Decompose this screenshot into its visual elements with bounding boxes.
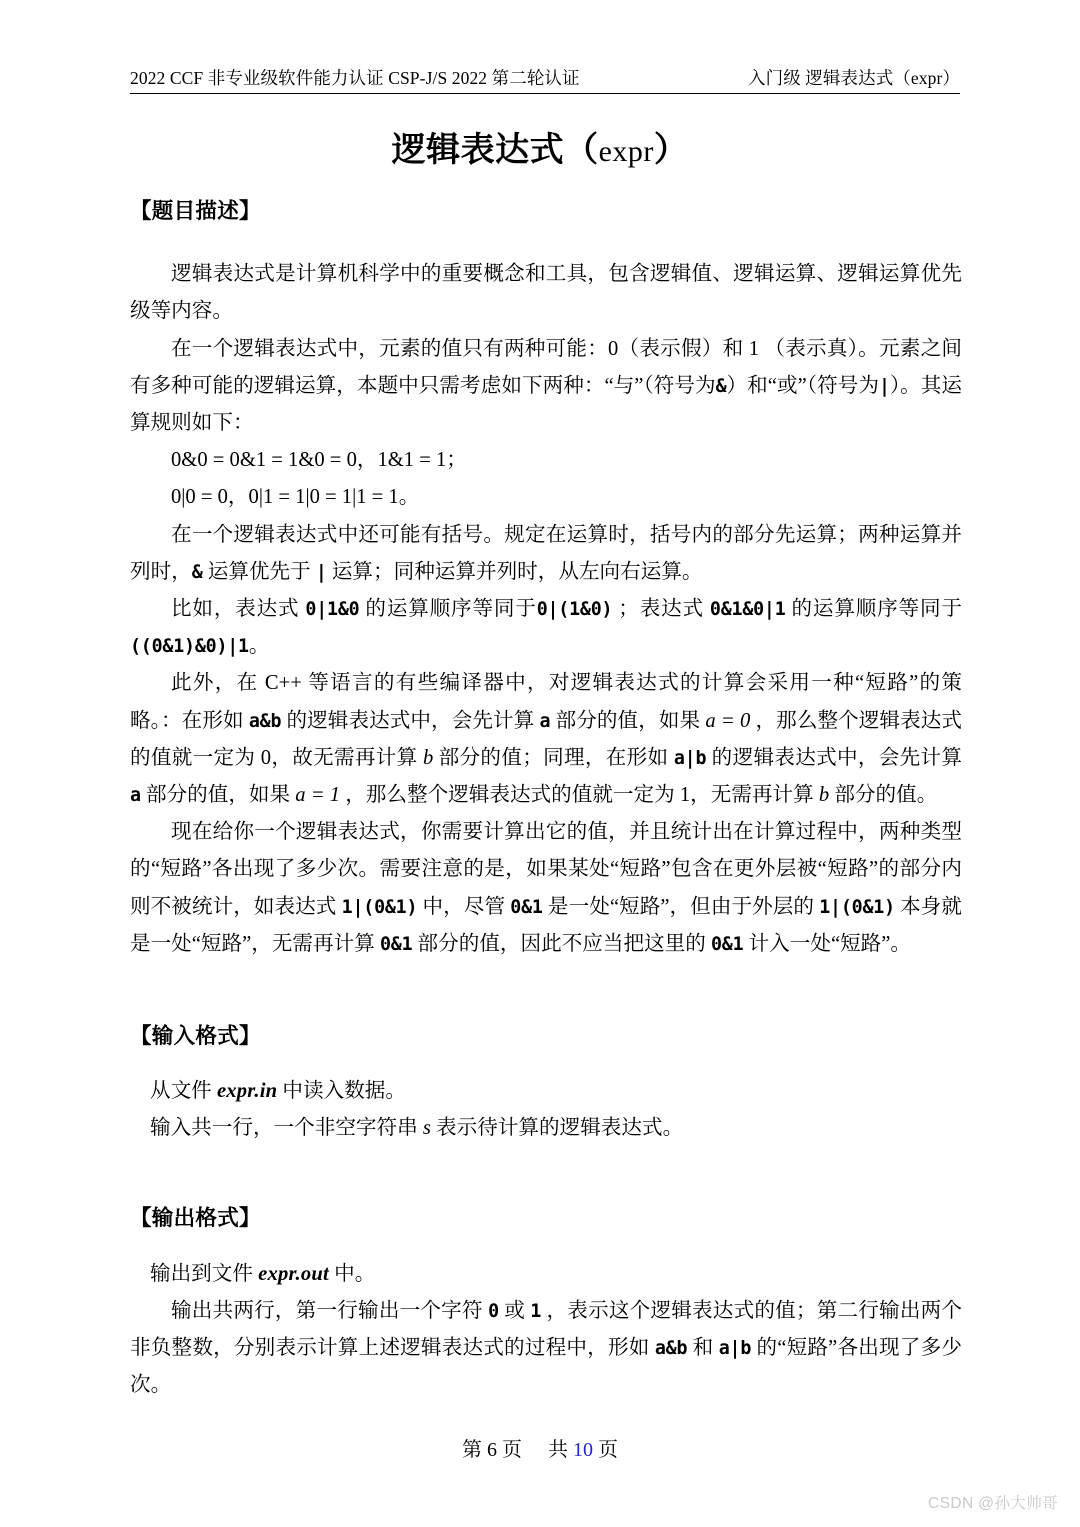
output-l1-text-b: 中。 — [328, 1262, 376, 1285]
formula-or-text: 0|0 = 0，0|1 = 1|0 = 1|1 = 1。 — [171, 486, 420, 509]
desc-p3-amp-operator: & — [191, 561, 203, 583]
desc-p4-text-a: 比如，表达式 — [171, 597, 306, 620]
desc-p5-zero: 0 — [260, 746, 272, 769]
description-paragraph-1: 逻辑表达式是计算机科学中的重要概念和工具，包含逻辑值、逻辑运算、逻辑运算优先级等内容。 — [130, 263, 962, 323]
output-line-1 — [130, 1256, 962, 1293]
desc-p2-one: 1 — [748, 337, 760, 360]
desc-p6-text-e: 部分的值，因此不应当把这里的 — [412, 932, 711, 955]
input-line-1 — [130, 1073, 962, 1110]
output-l1-text-a: 输出到文件 — [150, 1262, 259, 1285]
desc-p5-one: 1 — [679, 783, 691, 806]
desc-p2-text-e: ）。其运算规则如下： — [130, 374, 963, 434]
output-file-name: expr.out — [258, 1262, 329, 1285]
footer-total-pages: 10 — [573, 1439, 593, 1461]
desc-p5-text-k: 部分的值。 — [829, 783, 938, 806]
input-line-2 — [130, 1110, 962, 1147]
desc-p5-math-a-equals-1: a = 1 — [295, 783, 341, 806]
desc-p4-text-c: ；表达式 — [612, 597, 710, 620]
footer-page-number: 6 — [487, 1439, 497, 1461]
desc-p2-text-b: （表示假）和 — [618, 337, 749, 360]
desc-p2-pipe-operator: | — [878, 375, 890, 397]
desc-p5-operand-a2: a — [130, 784, 141, 806]
page-footer — [0, 1437, 1080, 1463]
spacer — [130, 963, 962, 1021]
description-paragraph-5 — [130, 665, 962, 814]
desc-p3-text-b: 运算优先于 — [202, 560, 316, 583]
output-l2-text-c: ，表示这个逻辑表达式的值；第二行输出两个非负整数，分别表示计算上述逻辑表达式的过程中，形如 — [130, 1299, 962, 1359]
desc-p5-text-a: 此外，在 C++ 等语言的有些编译器中，对逻辑表达式的计算会采用一种“短路”的策略。：在形如 — [130, 672, 962, 732]
desc-p2-text-a: 在一个逻辑表达式中，元素的值只有两种可能： — [171, 337, 609, 360]
desc-p5-text-f: 部分的值；同理，在形如 — [433, 746, 674, 769]
desc-p4-expr-2: 0|(1&0) — [536, 598, 613, 620]
desc-p6-text-c: 是一处“短路”，但由于外层的 — [542, 895, 820, 918]
description-paragraph-4 — [130, 591, 962, 665]
footer-page-prefix: 第 — [462, 1439, 482, 1461]
description-paragraph-2 — [130, 331, 962, 443]
output-line-2 — [130, 1293, 962, 1405]
operation-rule-and — [130, 442, 962, 479]
document-body — [130, 196, 962, 1404]
page-title-paren-open: （ — [564, 132, 599, 169]
desc-p5-var-b-1: b — [422, 746, 434, 769]
desc-p4-text-e: 。 — [248, 635, 270, 658]
desc-p4-expr-1: 0|1&0 — [305, 598, 360, 620]
desc-p5-operand-a1: a — [539, 710, 551, 732]
desc-p2-zero: 0 — [608, 337, 619, 360]
spacer — [130, 1234, 962, 1256]
desc-p5-expr-and: a&b — [248, 710, 282, 732]
output-value-zero: 0 — [488, 1300, 499, 1322]
input-l1-text-a: 从文件 — [150, 1080, 217, 1103]
csdn-watermark: CSDN @孙大帅哥 — [928, 1495, 1058, 1512]
output-expr-and: a&b — [654, 1337, 688, 1359]
input-var-s: s — [422, 1117, 431, 1140]
desc-p3-text-a: 在一个逻辑表达式中还可能有括号。规定在运算时，括号内的部分先运算；两种运算并列时， — [130, 523, 962, 583]
operation-rule-or — [130, 479, 962, 516]
spacer — [130, 1147, 962, 1203]
desc-p5-text-d: ，那么整个逻辑表达式的值就一定为 — [130, 709, 962, 769]
page-title-name: 逻辑表达式 — [391, 132, 565, 169]
footer-total-prefix: 共 — [548, 1439, 568, 1461]
header-rule — [130, 93, 960, 94]
desc-p5-expr-or: a|b — [673, 747, 707, 769]
output-l2-text-a: 输出共两行，第一行输出一个字符 — [171, 1299, 489, 1322]
desc-p6-text-d: 本身就是一处“短路”，无需再计算 — [130, 895, 962, 955]
desc-p6-expr-5: 0&1 — [711, 933, 744, 955]
footer-page-suffix: 页 — [502, 1439, 522, 1461]
output-value-one: 1 — [530, 1300, 542, 1322]
output-l2-text-d: 和 — [687, 1336, 719, 1359]
desc-p2-amp-operator: & — [715, 375, 727, 397]
running-header — [130, 68, 960, 89]
desc-p3-text-c: 运算；同种运算并列时，从左向右运算。 — [326, 560, 703, 583]
input-l1-text-b: 中读入数据。 — [277, 1080, 406, 1103]
section-heading-output: 【输出格式】 — [130, 1206, 261, 1231]
running-header-left: 2022 CCF 非专业级软件能力认证 CSP-J/S 2022 第二轮认证 — [130, 68, 580, 88]
spacer — [130, 226, 962, 256]
page-title-code: expr — [598, 135, 654, 168]
input-l2-text-b: 表示待计算的逻辑表达式。 — [430, 1117, 684, 1140]
output-expr-or: a|b — [718, 1337, 752, 1359]
output-l2-text-e: 的“短路”各出现了多少次。 — [130, 1336, 962, 1397]
desc-p5-text-j: ，无需再计算 — [690, 783, 819, 806]
desc-p2-text-c: （表示真）。元素之间有多种可能的逻辑运算，本题中只需考虑如下两种：“与”（符号为 — [130, 337, 963, 397]
input-l2-text-a: 输入共一行，一个非空字符串 — [150, 1117, 423, 1140]
footer-total-suffix: 页 — [598, 1439, 618, 1461]
page-title — [0, 130, 1080, 173]
output-l2-text-b: 或 — [498, 1299, 531, 1322]
desc-p5-text-b: 的逻辑表达式中，会先计算 — [281, 709, 540, 732]
desc-p5-text-h: 部分的值，如果 — [140, 783, 296, 806]
desc-p4-text-d: 的运算顺序等同于 — [785, 597, 962, 620]
desc-p5-text-i: ，那么整个逻辑表达式的值就一定为 — [340, 783, 680, 806]
desc-p4-expr-4: ((0&1)&0)|1 — [130, 636, 249, 658]
description-paragraph-3 — [130, 517, 962, 591]
desc-p5-text-e: ，故无需再计算 — [271, 746, 423, 769]
desc-p4-text-b: 的运算顺序等同于 — [359, 597, 537, 620]
desc-p6-expr-4: 0&1 — [379, 933, 413, 955]
desc-p5-text-g: 的逻辑表达式中，会先计算 — [706, 746, 962, 769]
desc-p6-expr-3: 1|(0&1) — [819, 896, 895, 918]
desc-p2-text-d: ）和“或”（符号为 — [726, 374, 879, 397]
desc-p5-var-b-2: b — [818, 783, 830, 806]
section-heading-description: 【题目描述】 — [130, 199, 261, 223]
desc-p6-expr-2: 0&1 — [510, 896, 543, 918]
formula-and-text: 0&0 = 0&1 = 1&0 = 0，1&1 = 1； — [171, 449, 467, 472]
desc-p4-expr-3: 0&1&0|1 — [709, 598, 786, 620]
description-paragraph-6 — [130, 814, 962, 963]
desc-p6-text-f: 计入一处“短路”。 — [743, 932, 912, 955]
running-header-right: 入门级 逻辑表达式（expr） — [748, 68, 960, 88]
desc-p6-expr-1: 1|(0&1) — [341, 896, 418, 918]
desc-p5-math-a-equals-0: a = 0 — [705, 709, 751, 732]
desc-p6-text-a: 现在给你一个逻辑表达式，你需要计算出它的值，并且统计出在计算过程中，两种类型的“短路”各出现了多少次。需要注意的是，如果某处“短路”包含在更外层被“短路”的部分内则不被统计，如表达式 — [130, 821, 962, 918]
input-file-name: expr.in — [216, 1080, 278, 1103]
spacer — [130, 1051, 962, 1073]
desc-p6-text-b: 中，尽管 — [417, 895, 511, 918]
page-title-paren-close: ） — [653, 132, 689, 169]
desc-p3-pipe-operator: | — [315, 561, 327, 583]
section-heading-input: 【输入格式】 — [130, 1023, 261, 1048]
desc-p5-text-c: 部分的值，如果 — [550, 709, 706, 732]
